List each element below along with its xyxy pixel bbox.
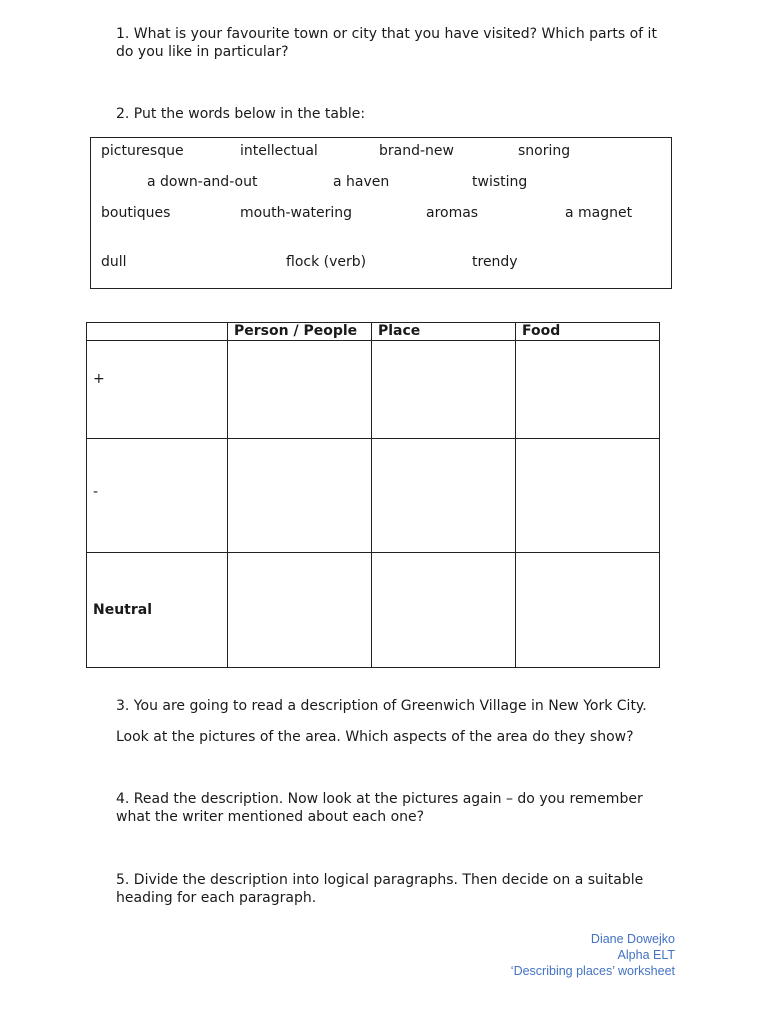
table-cell[interactable] xyxy=(228,439,372,553)
row-label-neutral: Neutral xyxy=(87,553,228,668)
word-item: mouth-watering xyxy=(240,205,353,221)
row-label-positive: + xyxy=(87,341,228,439)
table-header-place: Place xyxy=(372,323,516,341)
word-item: trendy xyxy=(472,254,518,270)
word-item: picturesque xyxy=(101,143,184,159)
word-item: twisting xyxy=(472,174,528,190)
table-cell[interactable] xyxy=(372,439,516,553)
word-item: snoring xyxy=(518,143,571,159)
question-2: 2. Put the words below in the table: xyxy=(116,106,366,122)
table-row xyxy=(87,439,660,553)
author-credit xyxy=(511,931,675,979)
word-item: a magnet xyxy=(565,205,633,221)
table-row xyxy=(87,341,660,439)
table-cell[interactable] xyxy=(228,553,372,668)
credit-author: Diane Dowejko xyxy=(590,932,675,946)
table-header-cell xyxy=(87,323,228,341)
word-item: brand-new xyxy=(379,143,454,159)
word-item: a down-and-out xyxy=(147,174,258,190)
question-3: 3. You are going to read a description of Greenwich Village in New York City. xyxy=(116,698,647,714)
table-cell[interactable] xyxy=(372,553,516,668)
table-cell[interactable] xyxy=(372,341,516,439)
table-cell[interactable] xyxy=(228,341,372,439)
table-cell[interactable] xyxy=(516,553,660,668)
word-item: intellectual xyxy=(240,143,318,159)
row-label-negative: - xyxy=(87,439,228,553)
table-cell[interactable] xyxy=(516,439,660,553)
word-item: aromas xyxy=(426,205,479,221)
table-header-person: Person / People xyxy=(228,323,372,341)
credit-worksheet-title: ‘Describing places’ worksheet xyxy=(510,964,675,978)
question-5: 5. Divide the description into logical paragraphs. Then decide on a suitable heading for each paragraph. xyxy=(116,872,644,906)
question-4: 4. Read the description. Now look at the pictures again – do you remember what the writer mentioned about each one? xyxy=(116,791,643,825)
word-item: a haven xyxy=(333,174,390,190)
table-header-row xyxy=(87,323,660,341)
word-item: dull xyxy=(101,254,127,270)
word-item: flock (verb) xyxy=(286,254,367,270)
sorting-table xyxy=(86,322,660,668)
table-header-food: Food xyxy=(516,323,660,341)
question-3-followup: Look at the pictures of the area. Which aspects of the area do they show? xyxy=(116,729,634,745)
table-row xyxy=(87,553,660,668)
credit-organization: Alpha ELT xyxy=(617,948,675,962)
question-1: 1. What is your favourite town or city that you have visited? Which parts of it do you like in particular? xyxy=(116,26,657,60)
word-item: boutiques xyxy=(101,205,171,221)
table-cell[interactable] xyxy=(516,341,660,439)
word-box xyxy=(90,137,672,289)
